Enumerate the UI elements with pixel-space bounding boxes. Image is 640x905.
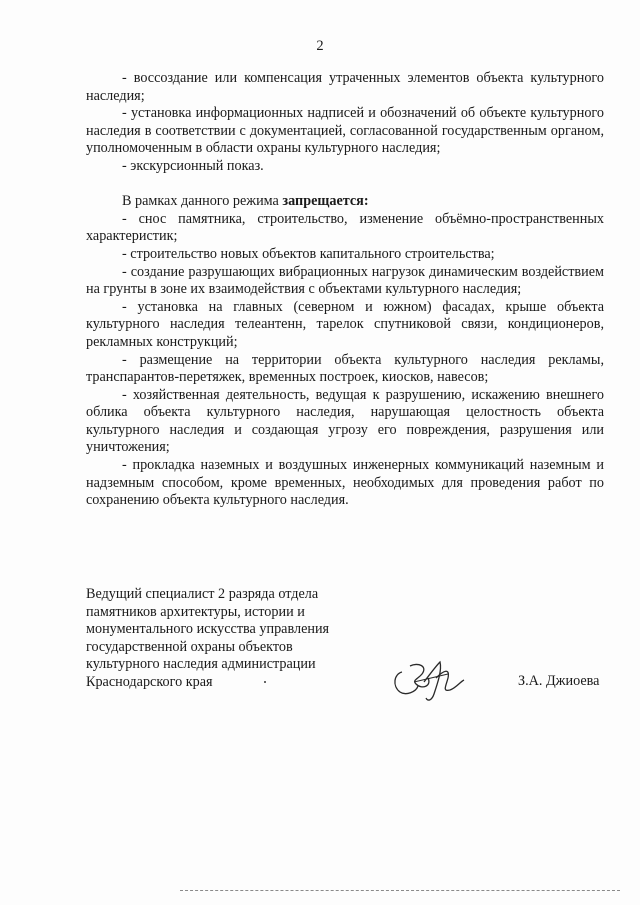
signatory-title-line: памятников архитектуры, истории и <box>86 603 305 620</box>
permitted-item: - установка информационных надписей и обозначений об объекте культурного наследия в соответствии с документацией, согласованной государственным органом, уполномоченным в области охраны культурного наследия; <box>86 105 604 157</box>
prohibited-item: - установка на главных (северном и южном) фасадах, крыше объекта культурного наследия телеантенн, тарелок спутниковой связи, кондиционеров, рекламных конструкций; <box>86 298 604 350</box>
scan-speck <box>264 681 266 683</box>
signatory-title-line: Ведущий специалист 2 разряда отдела <box>86 586 319 602</box>
prohibited-item: - снос памятника, строительство, изменение объёмно-пространственных характеристик; <box>86 210 604 245</box>
signatory-title-line: государственной охраны объектов <box>86 638 293 655</box>
regime-intro-text: В рамках данного режима <box>122 193 279 210</box>
prohibited-item: - размещение на территории объекта культурного наследия рекламы, транспарантов-перетяжек, временных построек, киосков, навесов; <box>86 351 604 386</box>
signatory-title-line: культурного наследия администрации <box>86 656 316 673</box>
prohibited-item: - создание разрушающих вибрационных нагрузок динамическим воздействием на грунты в зоне их взаимодействия с объектами культурного наследия; <box>86 263 604 298</box>
prohibited-item: - строительство новых объектов капитального строительства; <box>122 245 495 262</box>
prohibited-item: - хозяйственная деятельность, ведущая к разрушению, искажению внешнего облика объекта культурного наследия, нарушающая целостность объекта культурного наследия и создающая угрозу его повреждения, разрушения или уничтожения; <box>86 386 604 456</box>
signatory-title-line: Краснодарского края <box>86 673 213 690</box>
page-number: 2 <box>316 38 324 54</box>
permitted-item: - экскурсионный показ. <box>122 157 264 174</box>
document-body <box>86 70 604 510</box>
signatory-title-line: монументального искусства управления <box>86 621 330 638</box>
regime-intro <box>86 193 604 211</box>
prohibited-heading: запрещается: <box>282 193 369 210</box>
signatory-title <box>86 586 376 692</box>
prohibited-item: - прокладка наземных и воздушных инженерных коммуникаций наземным и надземным способом, кроме временных, необходимых для проведения работ по сохранению объекта культурного наследия. <box>86 457 604 509</box>
handwritten-signature <box>388 652 470 704</box>
scan-edge-line <box>180 890 620 891</box>
signer-name: З.А. Джиоева <box>518 673 600 689</box>
permitted-item: - воссоздание или компенсация утраченных элементов объекта культурного наследия; <box>86 70 604 104</box>
